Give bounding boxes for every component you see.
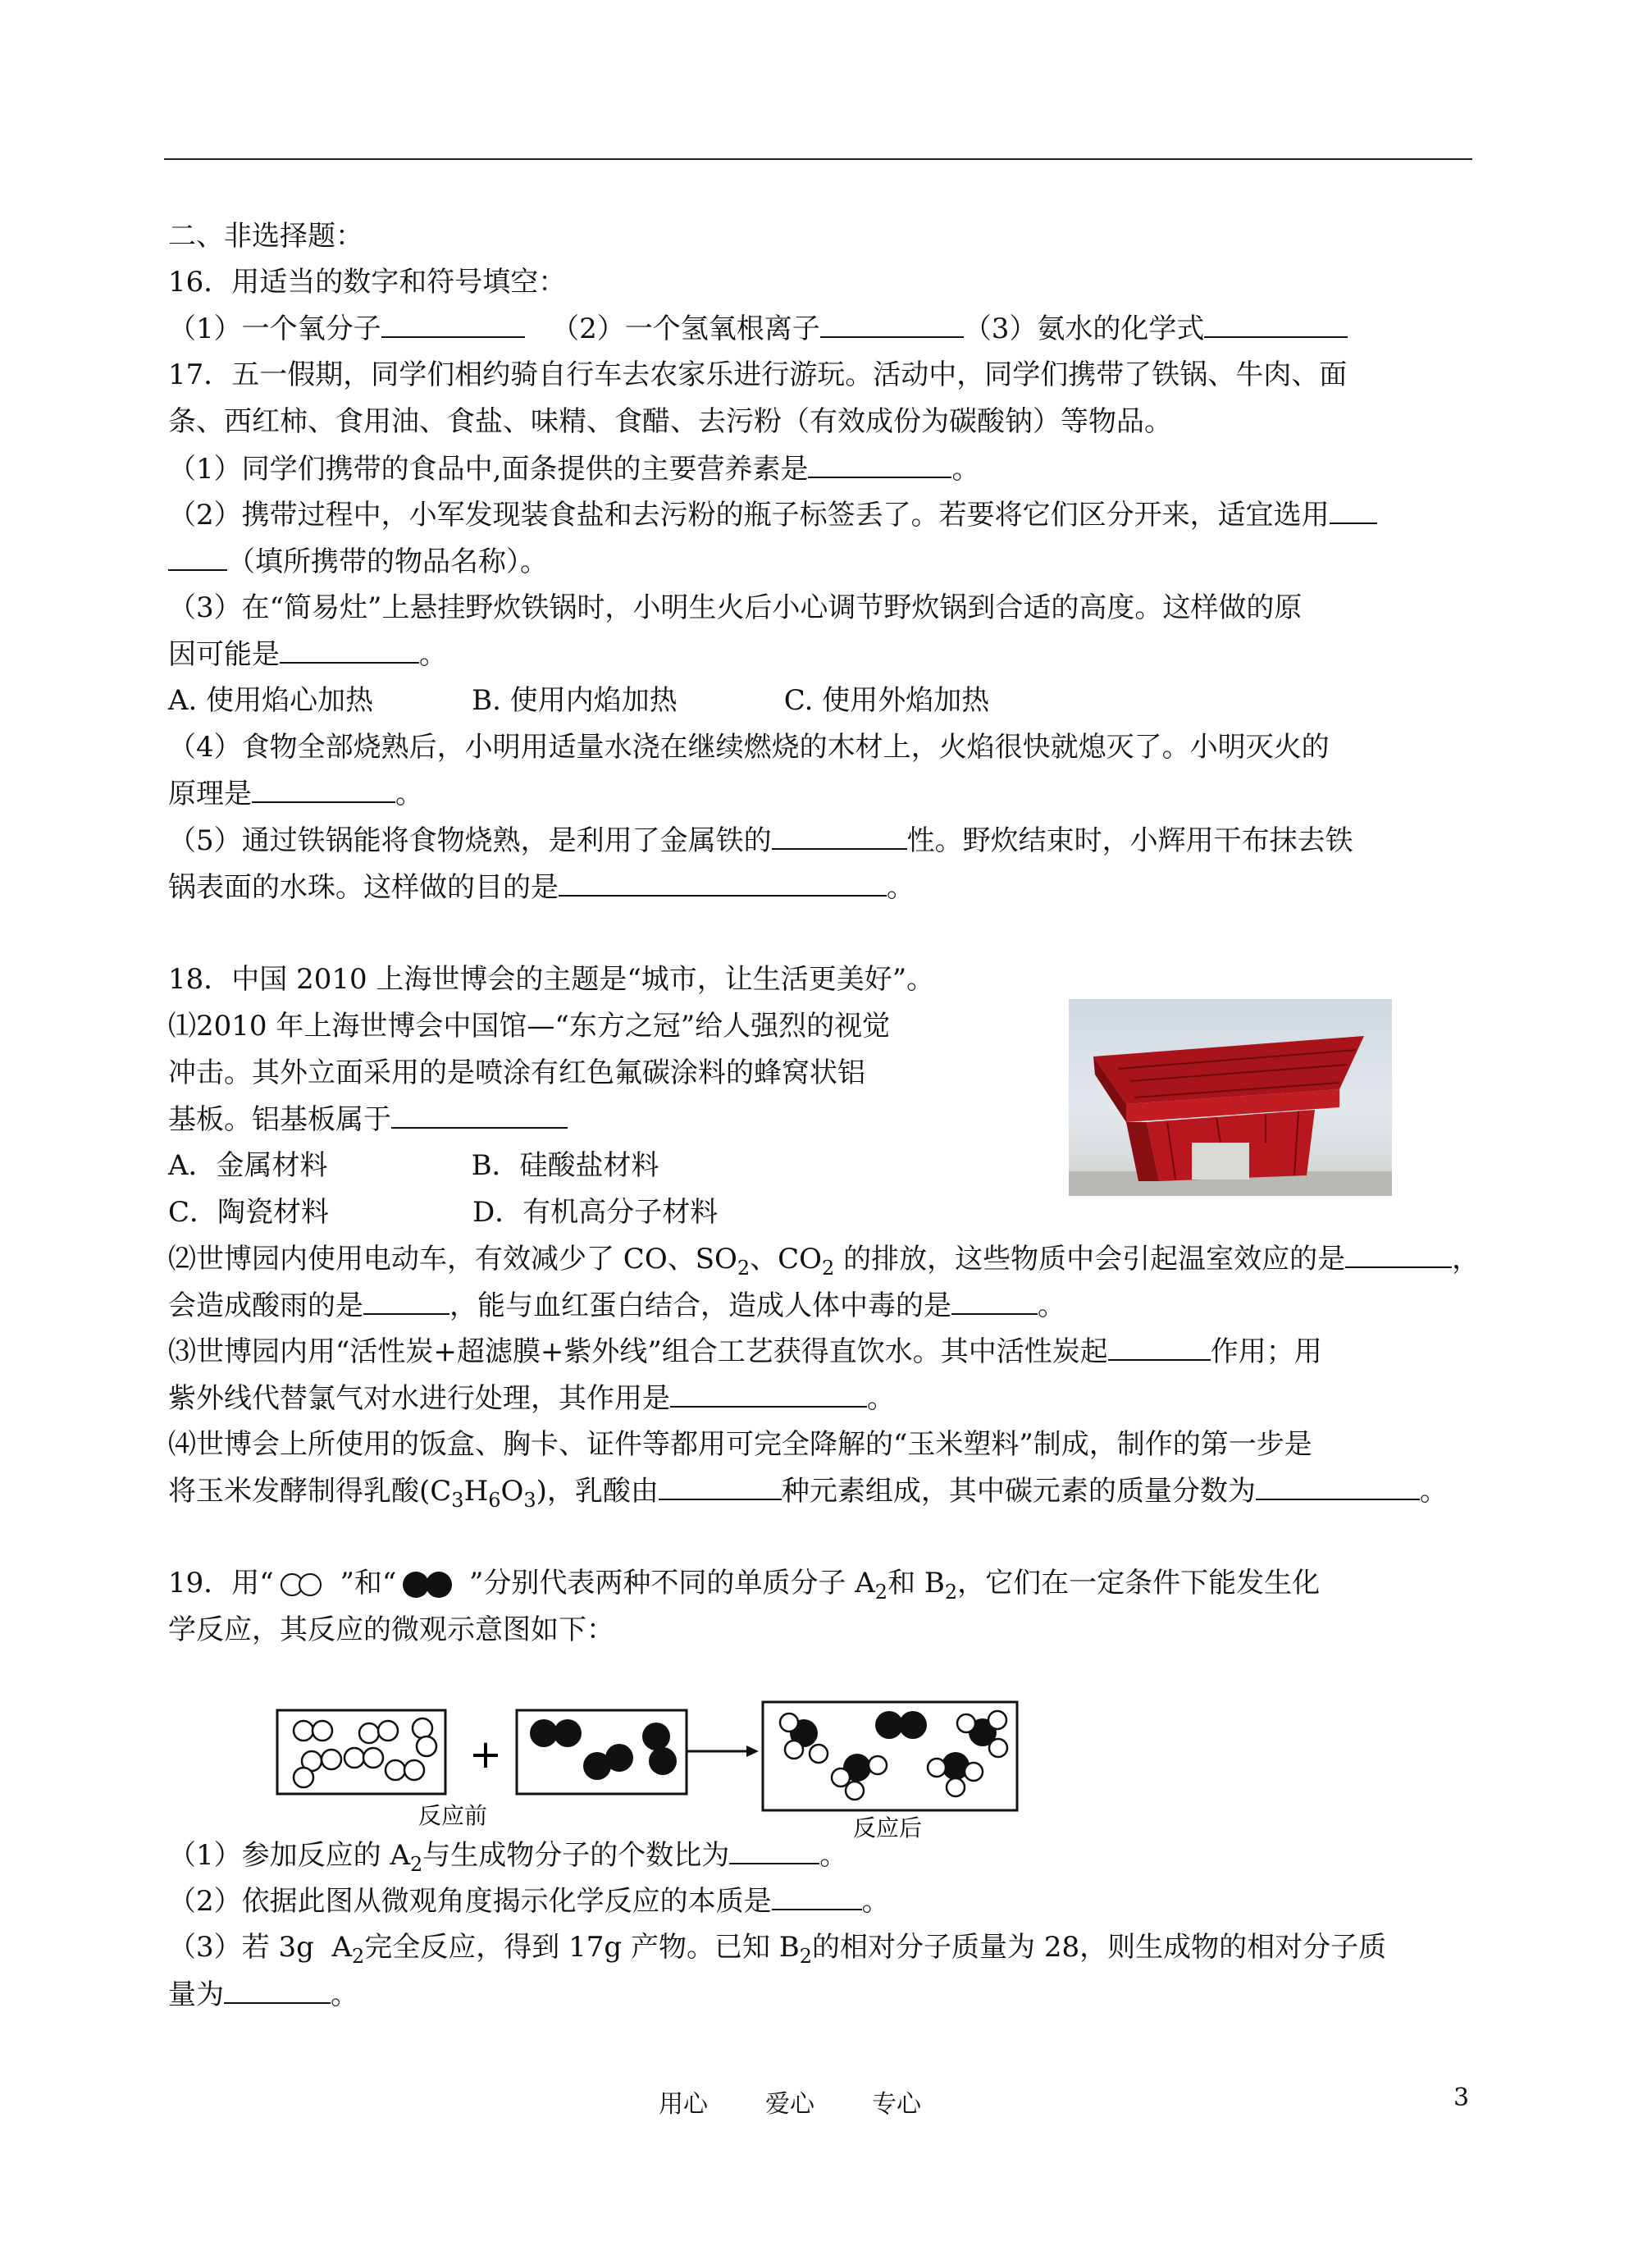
q17-part-5: （5）通过铁锅能将食物烧熟，是利用了金属铁的 性。野炊结束时，小辉用干布抹去铁 <box>168 824 1353 857</box>
q17-part-1: （1）同学们携带的食品中,面条提供的主要营养素是 。 <box>168 453 980 486</box>
footer-text-3: 专心 <box>872 2090 921 2119</box>
q18-options-1: A．金属材料 B．硅酸盐材料 <box>168 1149 659 1182</box>
answer-blank[interactable] <box>1204 312 1348 338</box>
answer-blank[interactable] <box>820 312 964 338</box>
q17-stem-2: 条、西红柿、食用油、食盐、味精、食醋、去污粉（有效成份为碳酸钠）等物品。 <box>168 405 1172 438</box>
q17-options: A. 使用焰心加热 B. 使用内焰加热 C. 使用外焰加热 <box>168 684 990 717</box>
answer-blank[interactable] <box>772 824 907 850</box>
q18-part-2b: 会造成酸雨的是 ，能与血红蛋白结合，造成人体中毒的是 。 <box>168 1289 1065 1322</box>
label-after: 反应后 <box>853 1814 923 1841</box>
header-rule <box>164 158 1472 160</box>
answer-blank[interactable] <box>224 1978 331 2004</box>
pavilion-illustration <box>1069 999 1392 1196</box>
q18-part-1: ⑴2010 年上海世博会中国馆—“东方之冠”给人强烈的视觉 <box>168 1010 891 1043</box>
china-pavilion-photo <box>1069 999 1392 1196</box>
q17-part-2: （2）携带过程中，小军发现装食盐和去污粉的瓶子标签丢了。若要将它们区分开来，适宜选用 <box>168 498 1377 532</box>
answer-blank[interactable] <box>670 1381 867 1408</box>
footer-text-2: 爱心 <box>765 2090 814 2119</box>
answer-blank[interactable] <box>808 452 951 478</box>
answer-blank[interactable] <box>381 312 525 338</box>
q17-stem-1: 17．五一假期，同学们相约骑自行车去农家乐进行游玩。活动中，同学们携带了铁锅、牛肉、面 <box>168 358 1348 391</box>
q18-options-2: C．陶瓷材料 D．有机高分子材料 <box>168 1196 719 1229</box>
q16-parts: （1）一个氧分子 （2）一个氢氧根离子 （3）氨水的化学式 <box>168 312 1348 345</box>
q17-part-4: （4）食物全部烧熟后，小明用适量水浇在继续燃烧的木材上，火焰很快就熄灭了。小明灭火的 <box>168 731 1330 764</box>
a2-molecule-icon <box>274 1571 331 1599</box>
section-title: 二、非选择题： <box>168 220 363 253</box>
q18-part-2: ⑵世博园内使用电动车，有效减少了 CO、$SO_2$、$CO_2$ 的排放，这些物质中会引起温室效应的是 ， <box>168 1243 1481 1280</box>
q19-part-1: （1）参加反应的 $A_2$与生成物分子的个数比为 。 <box>168 1839 848 1876</box>
q18-part-4b: 将玉米发酵制得乳酸$(C_3H_6O_3)$，乳酸由 种元素组成，其中碳元素的质量分数为 。 <box>168 1475 1448 1512</box>
q18-part-3: ⑶世博园内用“活性炭+超滤膜+紫外线”组合工艺获得直饮水。其中活性炭起 作用；用 <box>168 1335 1322 1368</box>
q19-part-3: （3）若 3g $A_2$完全反应，得到 17g 产物。已知 $B_2$的相对分子质量为 28，则生成物的相对分子质 <box>168 1931 1387 1968</box>
q17-part-5b: 锅表面的水珠。这样做的目的是 。 <box>168 871 915 904</box>
label-before: 反应前 <box>418 1802 488 1829</box>
q18-stem: 18．中国 2010 上海世博会的主题是“城市，让生活更美好”。 <box>168 963 935 996</box>
q19-part-3b: 量为 。 <box>168 1978 358 2011</box>
answer-blank[interactable] <box>391 1102 568 1129</box>
plus-sign: + <box>468 1732 503 1777</box>
q18-part-1b: 冲击。其外立面采用的是喷涂有红色氟碳涂料的蜂窝状铝 <box>168 1056 865 1089</box>
q17-part-3b: 因可能是 。 <box>168 638 447 671</box>
arrow-head <box>746 1745 759 1757</box>
q19-part-2: （2）依据此图从微观角度揭示化学反应的本质是 。 <box>168 1885 890 1918</box>
reaction-svg <box>271 1686 1033 1850</box>
answer-blank[interactable] <box>951 1289 1038 1315</box>
answer-blank[interactable] <box>252 777 395 803</box>
answer-blank[interactable] <box>280 637 419 664</box>
b2-molecule-icon <box>396 1571 460 1599</box>
q19-stem: 19．用“ ”和“ ”分别代表两种不同的单质分子 $A_2$和 $B_2$，它们在一定条件下能发生化 <box>168 1567 1321 1604</box>
q19-stem-2: 学反应，其反应的微观示意图如下： <box>168 1613 614 1646</box>
q17-part-4b: 原理是 。 <box>168 778 423 810</box>
answer-blank[interactable] <box>559 870 887 897</box>
answer-blank[interactable] <box>363 1289 449 1315</box>
reaction-diagram <box>271 1686 1033 1853</box>
answer-blank[interactable] <box>659 1474 782 1500</box>
answer-blank[interactable] <box>729 1838 819 1864</box>
answer-blank[interactable] <box>1330 498 1377 524</box>
page-number: 3 <box>1453 2083 1470 2112</box>
q17-part-3: （3）在“简易灶”上悬挂野炊铁锅时，小明生火后小心调节野炊锅到合适的高度。这样做的原 <box>168 591 1303 624</box>
footer-text-1: 用心 <box>659 2090 708 2119</box>
answer-blank[interactable] <box>168 545 227 571</box>
answer-blank[interactable] <box>772 1884 862 1910</box>
q16-stem: 16．用适当的数字和符号填空： <box>168 266 567 299</box>
answer-blank[interactable] <box>1108 1335 1211 1361</box>
answer-blank[interactable] <box>1345 1242 1452 1268</box>
q18-part-4: ⑷世博会上所使用的饭盒、胸卡、证件等都用可完全降解的“玉米塑料”制成，制作的第一步是 <box>168 1428 1312 1461</box>
q17-part-2b: （填所携带的物品名称）。 <box>168 545 548 578</box>
q18-part-1c: 基板。铝基板属于 <box>168 1102 568 1136</box>
q18-part-3b: 紫外线代替氯气对水进行处理，其作用是 。 <box>168 1382 895 1415</box>
answer-blank[interactable] <box>1256 1474 1420 1500</box>
